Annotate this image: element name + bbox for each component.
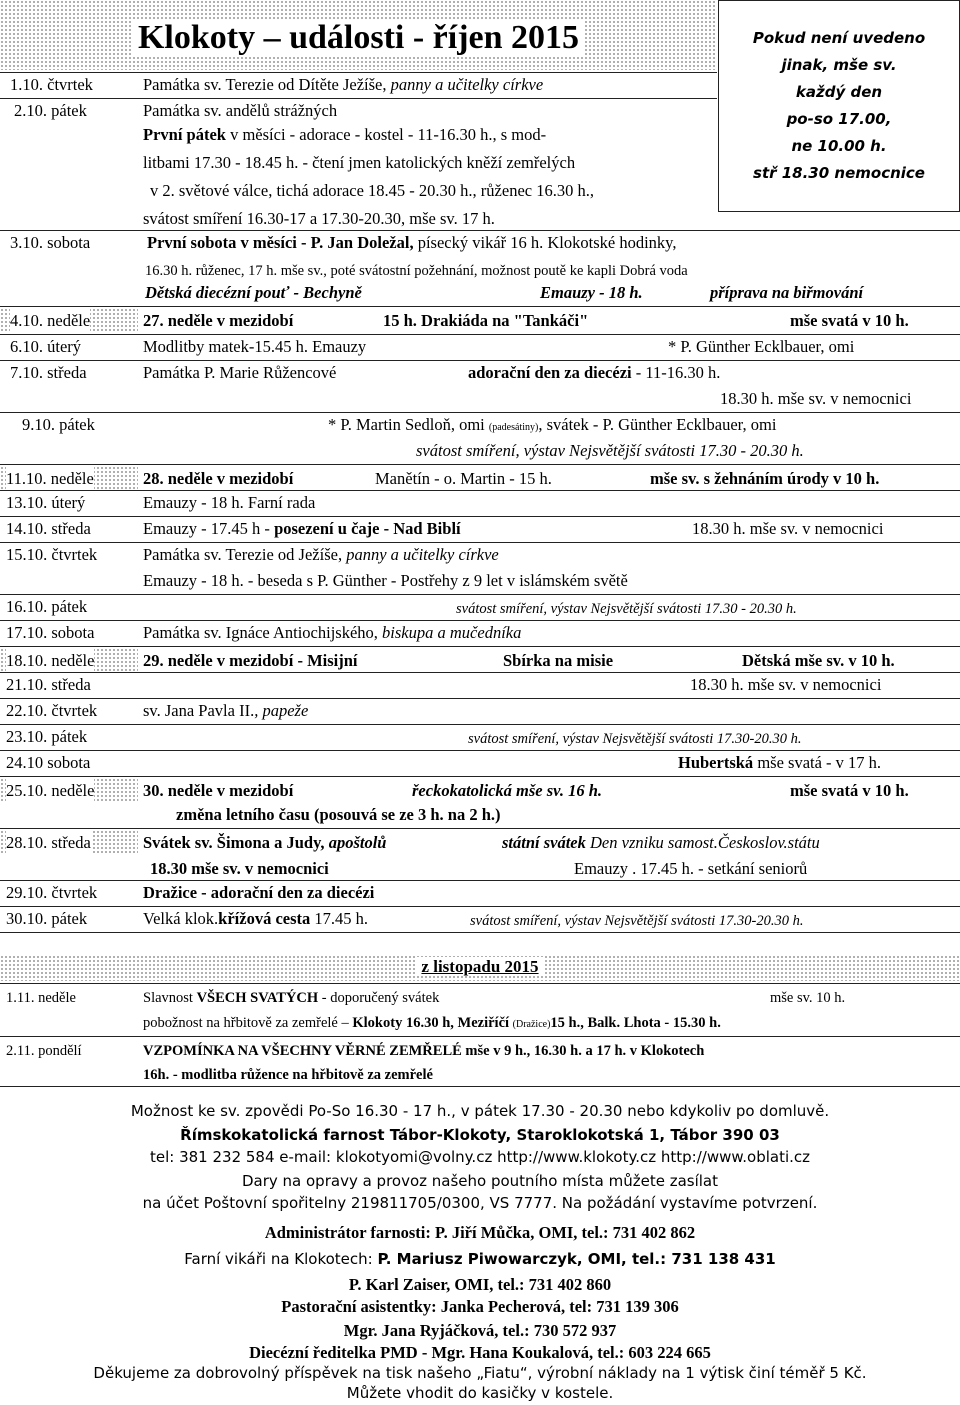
text-part: apoštolů [328, 833, 387, 852]
text-part: P. Mariusz Piwowarczyk, OMI, tel.: 731 138 431 [377, 1250, 776, 1268]
text-part: písecký vikář 16 h. Klokotské hodinky, [413, 233, 677, 252]
event-text: Památka P. Marie Růžencové [143, 363, 337, 382]
text-part: Památka sv. Terezie od Dítěte Ježíše, [143, 75, 391, 94]
event-text: změna letního času (posouvá se ze 3 h. na 2 h.) [176, 805, 501, 824]
event-row [0, 880, 960, 902]
event-text: Emauzy - 18 h. [540, 283, 643, 302]
text-part: Klokoty 16.30 h, Meziříčí [352, 1015, 513, 1031]
event-text: Emauzy - 18 h. - beseda s P. Günther - Postřehy z 9 let v islámském světě [143, 571, 628, 590]
event-date: 4.10. neděle [10, 309, 90, 333]
event-date: 1.10. čtvrtek [10, 75, 93, 94]
text-part: mše svatá - v 17 h. [753, 753, 882, 772]
text-part: Slavnost [143, 990, 197, 1006]
event-row [0, 672, 960, 694]
event-row [0, 594, 960, 617]
event-date: 14.10. středa [6, 519, 91, 538]
event-row [0, 983, 960, 1034]
event-text: 18.30 mše sv. v nemocnici [150, 859, 329, 878]
text-part: biskupa a mučedníka [382, 623, 522, 642]
vicars [0, 1248, 960, 1270]
event-row [0, 360, 960, 411]
text-part: Velká klok. [143, 909, 219, 928]
text-part: křížová cesta [218, 909, 311, 928]
event-text: mše svatá v 10 h. [790, 311, 909, 330]
event-row [0, 646, 960, 670]
event-row [0, 306, 960, 330]
event-text [147, 231, 676, 255]
notice-line: Pokud není uvedeno [752, 29, 926, 47]
notice-line: jinak, mše sv. [781, 56, 897, 74]
event-text [468, 361, 720, 385]
event-date: 11.10. neděle [6, 467, 94, 491]
event-date: 3.10. sobota [10, 233, 91, 252]
event-text [328, 413, 776, 440]
event-date: 9.10. pátek [22, 415, 95, 434]
thanks-note: Děkujeme za dobrovolný příspěvek na tisk našeho „Fiatu“, výrobní náklady na 1 výtisk činí téměř 5 Kč. [93, 1364, 867, 1382]
vicar-second: P. Karl Zaiser, OMI, tel.: 731 402 860 [348, 1275, 612, 1294]
page-title: Klokoty – události - říjen 2015 [0, 18, 717, 58]
event-text: Modlitby matek-15.45 h. Emauzy [143, 337, 367, 356]
notice-line: po-so 17.00, [786, 110, 892, 128]
text-part: v měsíci - adorace - kostel - 11-16.30 h., s mod- [225, 125, 547, 144]
event-text: Dětská mše sv. v 10 h. [742, 651, 895, 670]
text-part: Svátek sv. Šimona a Judy, [143, 833, 329, 852]
text-part: Farní vikáři na Klokotech: [184, 1250, 378, 1268]
event-text: 29. neděle v mezidobí - Misijní [143, 651, 358, 670]
event-text: 16.30 h. růženec, 17 h. mše sv., poté svátostní požehnání, možnost poutě ke kapli Dobrá voda [145, 263, 688, 279]
event-text [143, 517, 461, 541]
event-text: Dětská diecézní pouť - Bechyně [145, 283, 362, 302]
event-row [0, 542, 960, 593]
event-date: 21.10. středa [6, 675, 91, 694]
event-row [0, 412, 960, 463]
event-text: Památka sv. andělů strážných [143, 101, 338, 120]
text-part: - 11-16.30 h. [631, 363, 721, 382]
contact-line: tel: 381 232 584 e-mail: klokotyomi@volny.cz http://www.klokoty.cz http://www.oblati.cz [149, 1148, 811, 1166]
event-text: 16h. - modlitba růžence na hřbitově za zemřelé [143, 1067, 433, 1083]
event-text: svátost smíření, výstav Nejsvětější svátosti 17.30 - 20.30 h. [416, 441, 804, 460]
event-text [143, 621, 521, 645]
event-text: Manětín - o. Martin - 15 h. [375, 469, 552, 488]
event-text [143, 1011, 721, 1037]
donation-info: Dary na opravy a provoz našeho poutního místa můžete zasílat [241, 1172, 719, 1190]
event-row [0, 906, 960, 929]
event-text [143, 699, 308, 723]
pmd-director: Diecézní ředitelka PMD - Mgr. Hana Koukalová, tel.: 603 224 665 [249, 1343, 711, 1362]
text-part: panny a učitelky církve [346, 545, 499, 564]
text-part: (padesátiny) [488, 422, 539, 433]
event-row [0, 72, 717, 94]
text-part: VŠECH SVATÝCH [196, 990, 319, 1006]
confession-info: Možnost ke sv. zpovědi Po-So 16.30 - 17 h., v pátek 17.30 - 20.30 nebo kdykoliv po domluvě. [130, 1102, 830, 1120]
event-row [0, 464, 960, 488]
event-text: mše sv. s žehnáním úrody v 10 h. [650, 469, 880, 488]
event-text: svátost smíření, výstav Nejsvětější svátosti 17.30-20.30 h. [470, 913, 804, 929]
event-date: 30.10. pátek [6, 909, 88, 928]
text-part: První pátek [143, 125, 226, 144]
text-part: , papeže [254, 701, 309, 720]
text-part: Památka sv. Terezie od Ježíše, [143, 545, 347, 564]
text-part: (Dražice) [512, 1019, 551, 1030]
event-date: 25.10. neděle [6, 779, 94, 803]
event-text [143, 907, 368, 931]
event-text: mše svatá v 10 h. [790, 781, 909, 800]
event-text [143, 123, 546, 147]
text-part: 17.45 h. [310, 909, 369, 928]
event-text: svátost smíření, výstav Nejsvětější svátosti 17.30 - 20.30 h. [456, 601, 797, 617]
text-part: - doporučený svátek [318, 990, 440, 1006]
event-text: 18.30 h. mše sv. v nemocnici [692, 519, 884, 538]
text-part: panny a učitelky církve [390, 75, 544, 94]
text-part: adorační den za diecézi [468, 363, 632, 382]
event-date: 22.10. čtvrtek [6, 701, 98, 720]
text-part: * P. Martin Sedloň, omi [328, 415, 489, 434]
event-date: 2.11. pondělí [6, 1043, 82, 1059]
notice-line: ne 10.00 h. [791, 137, 887, 155]
event-text: 28. neděle v mezidobí [143, 469, 294, 488]
event-date: 29.10. čtvrtek [6, 883, 98, 902]
donation-box-note: Můžete vhodit do kasičky v kostele. [346, 1384, 614, 1402]
event-text: 18.30 h. mše sv. v nemocnici [690, 675, 882, 694]
event-text: příprava na biřmování [710, 283, 864, 302]
notice-line: každý den [795, 83, 883, 101]
event-date: 13.10. úterý [6, 493, 86, 512]
event-text: 30. neděle v mezidobí [143, 781, 294, 800]
event-text [143, 73, 543, 97]
event-row [0, 1036, 960, 1087]
event-text: svátost smíření, výstav Nejsvětější svátosti 17.30-20.30 h. [468, 731, 802, 747]
event-text: Emauzy . 17.45 h. - setkání seniorů [574, 859, 808, 878]
event-date: 2.10. pátek [14, 101, 87, 120]
text-part: 15 h., Balk. Lhota - 15.30 h. [550, 1015, 721, 1031]
event-text: Sbírka na misie [503, 651, 614, 670]
event-text [678, 751, 881, 775]
event-text: VZPOMÍNKA NA VŠECHNY VĚRNÉ ZEMŘELÉ mše v 9 h., 16.30 h. a 17 h. v Klokotech [143, 1043, 705, 1059]
text-part: posezení u čaje - Nad Biblí [274, 519, 461, 538]
event-text: 27. neděle v mezidobí [143, 311, 294, 330]
bank-account: na účet Poštovní spořitelny 219811705/0300, VS 7777. Na požádání vystavíme potvrzení. [142, 1194, 818, 1212]
event-date: 28.10. středa [6, 831, 91, 855]
pastoral-assistants: Pastorační asistentky: Janka Pecherová, tel: 731 139 306 [281, 1297, 679, 1316]
event-date: 24.10 sobota [6, 753, 91, 772]
notice-line: stř 18.30 nemocnice [753, 164, 925, 182]
text-part: Památka sv. Ignáce Antiochijského, [143, 623, 383, 642]
text-part: , svátek - P. Günther Ecklbauer, omi [538, 415, 777, 434]
event-text: mše sv. 10 h. [770, 990, 846, 1006]
text-part: Den vzniku samost.Českoslov.státu [585, 833, 820, 852]
event-text: Emauzy - 18 h. Farní rada [143, 493, 316, 512]
event-text [143, 986, 439, 1010]
event-text: Dražice - adorační den za diecézi [143, 883, 375, 902]
november-heading: z listopadu 2015 [0, 957, 960, 977]
mass-times-notice [718, 0, 960, 212]
event-date: 7.10. středa [10, 363, 87, 382]
event-row [0, 230, 960, 303]
pastoral-assistant-second: Mgr. Jana Ryjáčková, tel.: 730 572 937 [343, 1321, 617, 1340]
event-row [0, 490, 960, 512]
november-heading-bar [0, 955, 960, 981]
text-part: státní svátek [502, 833, 586, 852]
event-text: 18.30 h. mše sv. v nemocnici [720, 389, 912, 408]
event-date: 18.10. neděle [6, 649, 94, 673]
event-text: svátost smíření 16.30-17 a 17.30-20.30, mše sv. 17 h. [143, 209, 495, 228]
event-text [502, 831, 820, 855]
event-row [0, 334, 960, 356]
event-date: 15.10. čtvrtek [6, 545, 98, 564]
event-row [0, 516, 960, 538]
event-text: 15 h. Drakiáda na "Tankáči" [383, 311, 589, 330]
event-date: 1.11. neděle [6, 990, 76, 1006]
event-row [0, 724, 960, 747]
parish-address: Římskokatolická farnost Tábor-Klokoty, Staroklokotská 1, Tábor 390 03 [180, 1126, 780, 1144]
text-part: sv. Jana Pavla II. [143, 701, 255, 720]
text-part: Hubertská [678, 753, 754, 772]
event-date: 17.10. sobota [6, 623, 95, 642]
event-text: v 2. světové válce, tichá adorace 18.45 - 20.30 h., růženec 16.30 h., [150, 181, 594, 200]
event-text [143, 831, 386, 855]
event-row [0, 98, 717, 229]
text-part: pobožnost na hřbitově za zemřelé – [143, 1015, 353, 1031]
event-text [143, 543, 499, 567]
event-date: 23.10. pátek [6, 727, 88, 746]
event-row [0, 776, 960, 827]
administrator: Administrátor farnosti: P. Jiří Můčka, OMI, tel.: 731 402 862 [264, 1223, 696, 1242]
event-date: 16.10. pátek [6, 597, 88, 616]
event-text: litbami 17.30 - 18.45 h. - čtení jmen katolických kněží zemřelých [143, 153, 576, 172]
event-text: * P. Günther Ecklbauer, omi [668, 337, 855, 356]
text-part: Emauzy - 17.45 h - [143, 519, 275, 538]
event-row [0, 750, 960, 772]
event-date: 6.10. úterý [10, 337, 82, 356]
event-text: řeckokatolická mše sv. 16 h. [412, 781, 603, 800]
event-row [0, 698, 960, 720]
event-row [0, 620, 960, 642]
text-part: První sobota v měsíci - P. Jan Doležal, [147, 233, 414, 252]
event-row [0, 828, 960, 881]
divider [0, 1086, 960, 1087]
divider [0, 932, 960, 933]
